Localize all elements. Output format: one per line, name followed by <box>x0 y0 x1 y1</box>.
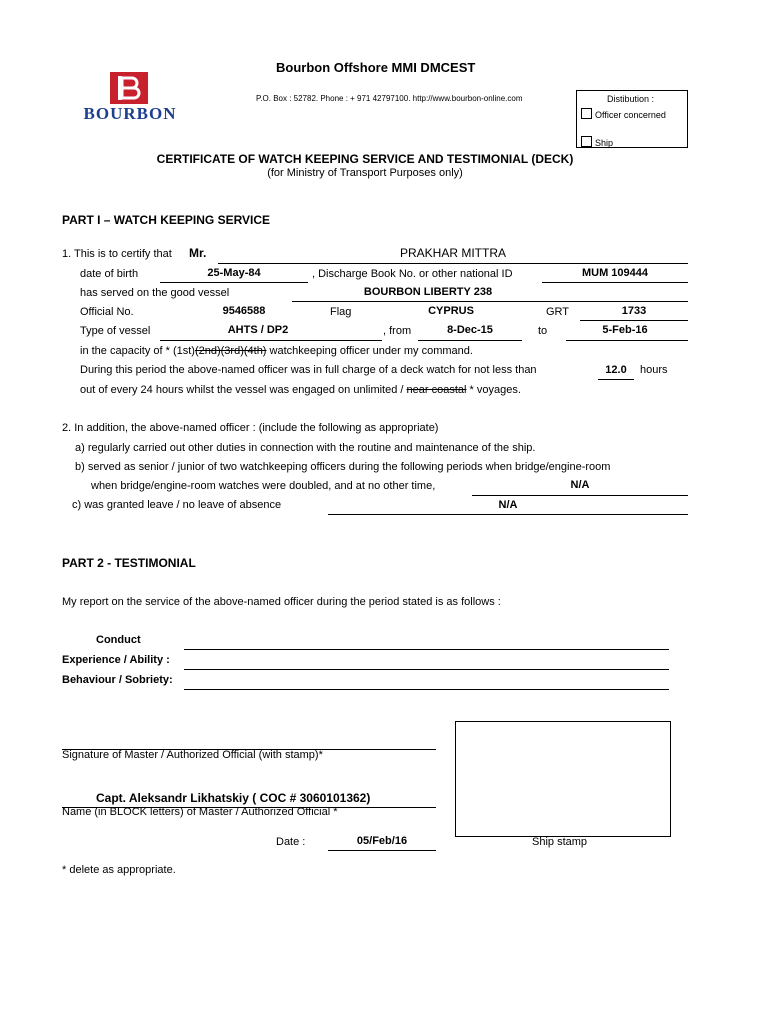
officer-name: PRAKHAR MITTRA <box>399 246 506 260</box>
officer-concerned-option[interactable] <box>581 108 666 120</box>
distribution-title: Distibution : <box>607 94 655 104</box>
item-b1: b) served as senior / junior of two watchkeeping officers during the following periods when bridge/engine-room <box>75 461 611 473</box>
name-label: Name (in BLOCK letters) of Master / Authorized Official * <box>62 806 338 818</box>
officer-concerned-label: Officer concerned <box>595 110 666 120</box>
ship-stamp-box <box>455 721 671 837</box>
part1-heading: PART I – WATCH KEEPING SERVICE <box>62 213 271 227</box>
certificate-subtitle: (for Ministry of Transport Purposes only) <box>267 167 463 179</box>
signature-label: Signature of Master / Authorized Official (with stamp)* <box>62 749 323 761</box>
voyage-suffix: * voyages. <box>466 384 521 396</box>
to-label: to <box>538 325 548 337</box>
ship-stamp-label: Ship stamp <box>532 836 588 848</box>
item-c: c) was granted leave / no leave of absence <box>72 499 282 511</box>
from-value: 8-Dec-15 <box>447 324 493 336</box>
footnote: * delete as appropriate. <box>62 864 176 876</box>
honorific: Mr. <box>189 246 207 260</box>
vessel-value: BOURBON LIBERTY 238 <box>363 286 493 298</box>
hours-value: 12.0 <box>605 364 627 376</box>
type-value: AHTS / DP2 <box>227 324 289 336</box>
vessel-label: has served on the good vessel <box>80 287 230 299</box>
period-text: During this period the above-named officer was in full charge of a deck watch for not less than <box>80 364 537 376</box>
hours-label: hours <box>640 364 668 376</box>
to-value: 5-Feb-16 <box>602 324 648 336</box>
item-a: a) regularly carried out other duties in connection with the routine and maintenance of the ship. <box>75 442 536 454</box>
bourbon-logo <box>58 70 200 126</box>
logo-text: BOURBON <box>83 104 177 123</box>
grt-label: GRT <box>546 306 570 318</box>
part2-intro: My report on the service of the above-named officer during the period stated is as follows : <box>62 596 501 608</box>
certificate-title: CERTIFICATE OF WATCH KEEPING SERVICE AND TESTIMONIAL (DECK) <box>156 152 574 166</box>
official-value: 9546588 <box>222 305 266 317</box>
voyage-prefix: out of every 24 hours whilst the vessel was engaged on unlimited / <box>80 384 407 396</box>
item-b2: when bridge/engine-room watches were doubled, and at no other time, <box>91 480 436 492</box>
dob-value: 25-May-84 <box>207 267 261 279</box>
master-name: Capt. Aleksandr Likhatskiy ( COC # 3060101362) <box>96 791 371 805</box>
item-c-value: N/A <box>498 499 518 511</box>
discharge-label: , Discharge Book No. or other national ID <box>312 268 513 280</box>
dob-label: date of birth <box>80 268 139 280</box>
capacity-suffix: watchkeeping officer under my command. <box>266 345 473 357</box>
company-name: Bourbon Offshore MMI DMCEST <box>276 60 476 75</box>
distribution-box <box>576 90 688 148</box>
voyage-text <box>80 384 521 396</box>
capacity-struck: (2nd)(3rd)(4th) <box>194 345 267 357</box>
capacity-text <box>80 345 473 357</box>
ship-checkbox[interactable] <box>581 136 592 147</box>
voyage-struck: near coastal <box>406 384 467 396</box>
flag-label: Flag <box>330 306 352 318</box>
from-label: , from <box>383 325 412 337</box>
flag-value: CYPRUS <box>428 305 474 317</box>
contact-info: P.O. Box : 52782. Phone : + 971 42797100. http://www.bourbon-online.com <box>256 94 523 103</box>
type-label: Type of vessel <box>80 325 151 337</box>
certify-text: 1. This is to certify that <box>62 248 172 260</box>
additional-intro: 2. In addition, the above-named officer : (include the following as appropriate) <box>62 422 439 434</box>
date-value: 05/Feb/16 <box>356 835 408 847</box>
part2-heading: PART 2 - TESTIMONIAL <box>62 556 196 570</box>
discharge-value: MUM 109444 <box>581 267 649 279</box>
experience-label: Experience / Ability : <box>62 654 170 666</box>
item-b-value: N/A <box>570 479 590 491</box>
grt-value: 1733 <box>621 305 647 317</box>
officer-concerned-checkbox[interactable] <box>581 108 592 119</box>
ship-option[interactable] <box>581 136 613 148</box>
date-label: Date : <box>276 836 306 848</box>
official-label: Official No. <box>80 306 134 318</box>
ship-label: Ship <box>595 138 614 148</box>
behaviour-label: Behaviour / Sobriety: <box>62 674 173 686</box>
capacity-prefix: in the capacity of * (1st) <box>80 345 195 357</box>
conduct-label: Conduct <box>96 634 141 646</box>
